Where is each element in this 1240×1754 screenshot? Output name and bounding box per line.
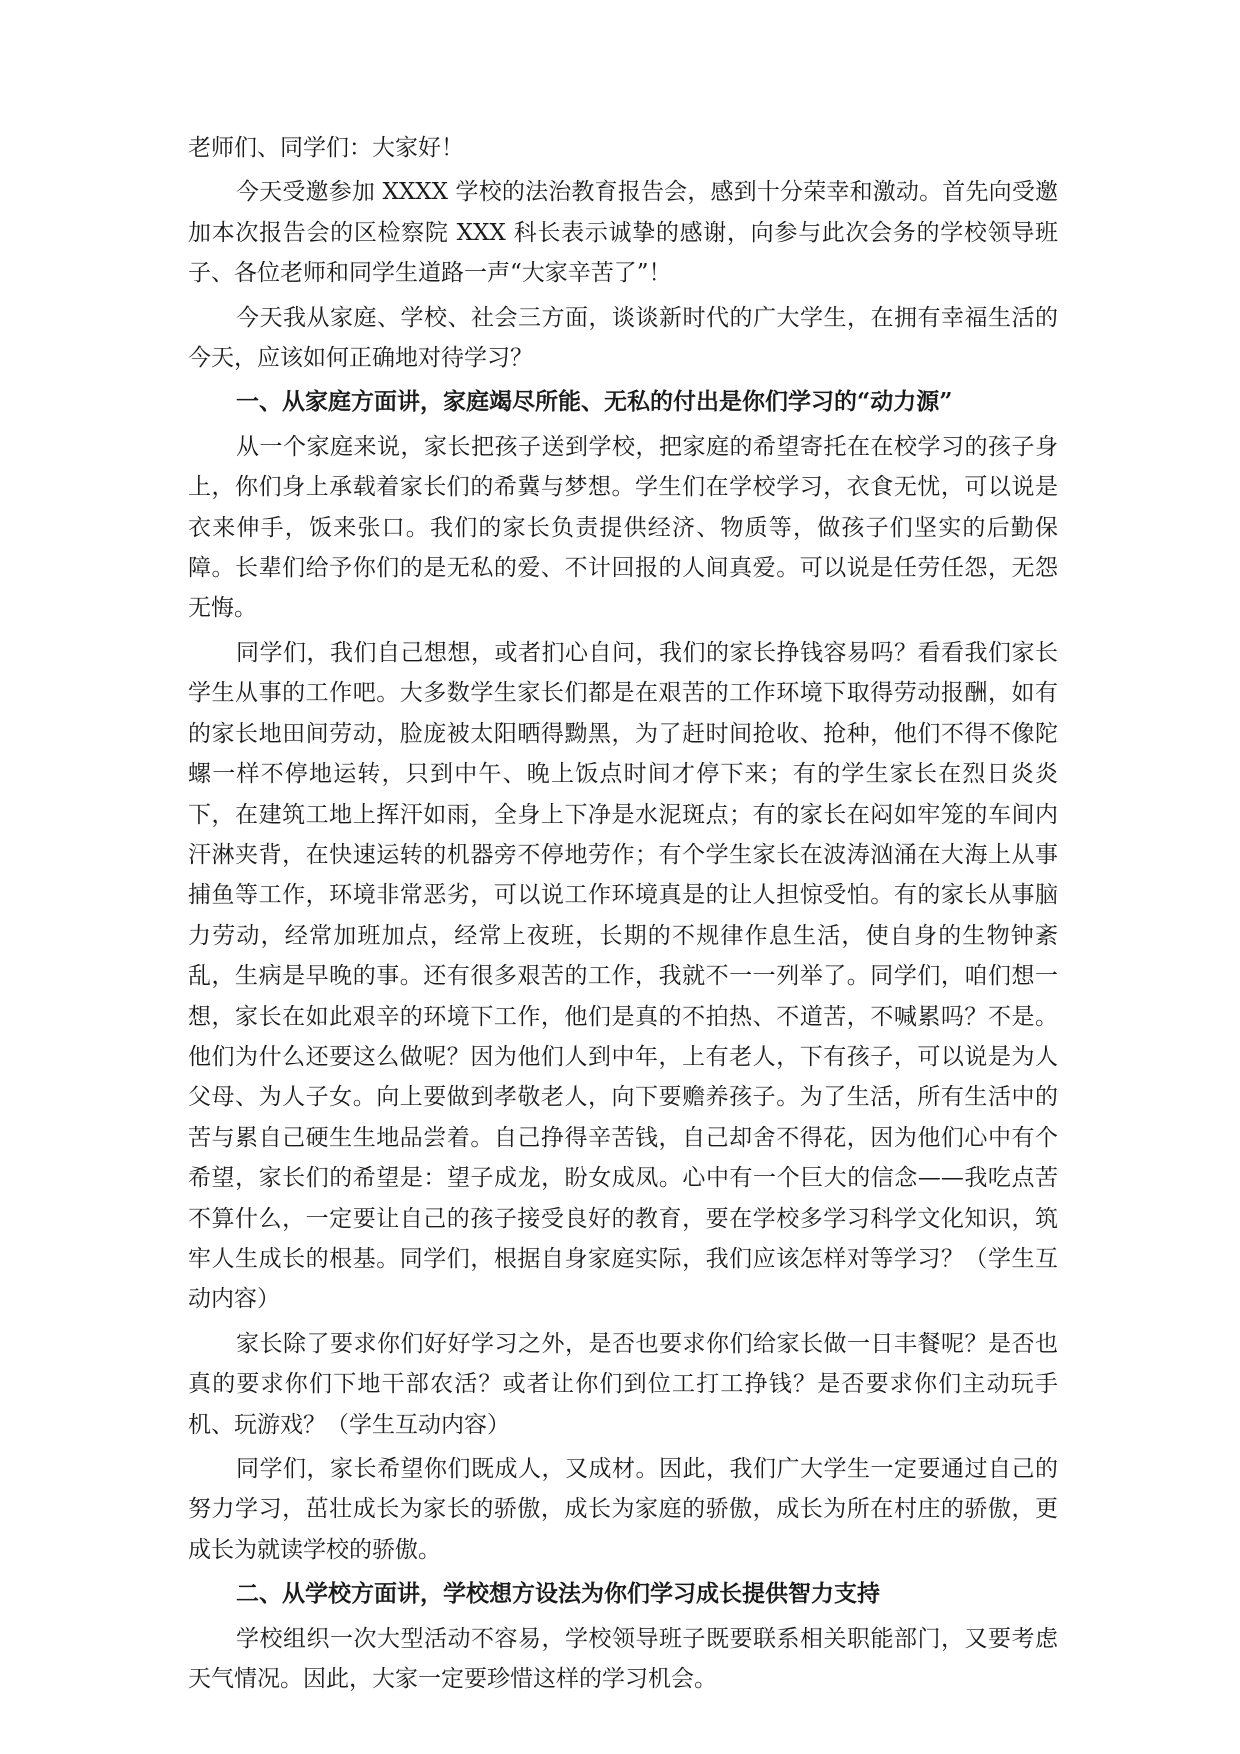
section-2-paragraph-1: 学校组织一次大型活动不容易，学校领导班子既要联系相关职能部门，又要考虑天气情况。因此，大家一定要珍惜这样的学习机会。 bbox=[188, 1625, 1058, 1693]
document-page bbox=[188, 128, 1058, 1703]
section-1-paragraph-1: 从一个家庭来说，家长把孩子送到学校，把家庭的希望寄托在在校学习的孩子身上，你们身上承载着家长们的希冀与梦想。学生们在学校学习，衣食无忧，可以说是衣来伸手，饭来张口。我们的家长负责提供经济、物质等，做孩子们坚实的后勤保障。长辈们给予你们的是无私的爱、不计回报的人间真爱。可以说是任劳任怨，无怨无悔。 bbox=[188, 433, 1058, 622]
intro-paragraph-2: 今天我从家庭、学校、社会三方面，谈谈新时代的广大学生，在拥有幸福生活的今天，应该如何正确地对待学习？ bbox=[188, 304, 1058, 372]
section-1-heading: 一、从家庭方面讲，家庭竭尽所能、无私的付出是你们学习的“动力源” bbox=[236, 388, 953, 416]
section-2-heading: 二、从学校方面讲，学校想方设法为你们学习成长提供智力支持 bbox=[236, 1580, 880, 1608]
section-1-paragraph-2: 同学们，我们自己想想，或者扪心自问，我们的家长挣钱容易吗？看看我们家长学生从事的工作吧。大多数学生家长们都是在艰苦的工作环境下取得劳动报酬，如有的家长地田间劳动，脸庞被太阳晒得黝黑，为了赶时间抢收、抢种，他们不得不像陀螺一样不停地运转，只到中午、晚上饭点时间才停下来；有的学生家长在烈日炎炎下，在建筑工地上挥汗如雨，全身上下净是水泥斑点；有的家长在闷如牢笼的车间内汗淋夹背，在快速运转的机器旁不停地劳作；有个学生家长在波涛汹涌在大海上从事捕鱼等工作，环境非常恶劣，可以说工作环境真是的让人担惊受怕。有的家长从事脑力劳动，经常加班加点，经常上夜班，长期的不规律作息生活，使自身的生物钟紊乱，生病是早晚的事。还有很多艰苦的工作，我就不一一列举了。同学们，咱们想一想，家长在如此艰辛的环境下工作，他们是真的不拍热、不道苦，不喊累吗？不是。他们为什么还要这么做呢？因为他们人到中年，上有老人，下有孩子，可以说是为人父母、为人子女。向上要做到孝敬老人，向下要赡养孩子。为了生活，所有生活中的苦与累自己硬生生地品尝着。自己挣得辛苦钱，自己却舍不得花，因为他们心中有个希望，家长们的希望是：望子成龙，盼女成凤。心中有一个巨大的信念——我吃点苦不算什么，一定要让自己的孩子接受良好的教育，要在学校多学习科学文化知识，筑牢人生成长的根基。同学们，根据自身家庭实际，我们应该怎样对等学习？（学生互动内容） bbox=[188, 639, 1058, 1313]
section-1-paragraph-3: 家长除了要求你们好好学习之外，是否也要求你们给家长做一日丰餐呢？是否也真的要求你们下地干部农活？或者让你们到位工打工挣钱？是否要求你们主动玩手机、玩游戏？（学生互动内容） bbox=[188, 1330, 1058, 1438]
intro-paragraph-1: 今天受邀参加 XXXX 学校的法治教育报告会，感到十分荣幸和激动。首先向受邀加本次报告会的区检察院 XXX 科长表示诚挚的感谢，向参与此次会务的学校领导班子、各位老师和同学生道路一声“大家辛苦了”！ bbox=[188, 179, 1058, 287]
greeting: 老师们、同学们：大家好！ bbox=[188, 135, 464, 161]
section-1-paragraph-4: 同学们，家长希望你们既成人，又成材。因此，我们广大学生一定要通过自己的努力学习，茁壮成长为家长的骄傲，成长为家庭的骄傲，成长为所在村庄的骄傲，更成长为就读学校的骄傲。 bbox=[188, 1456, 1058, 1563]
